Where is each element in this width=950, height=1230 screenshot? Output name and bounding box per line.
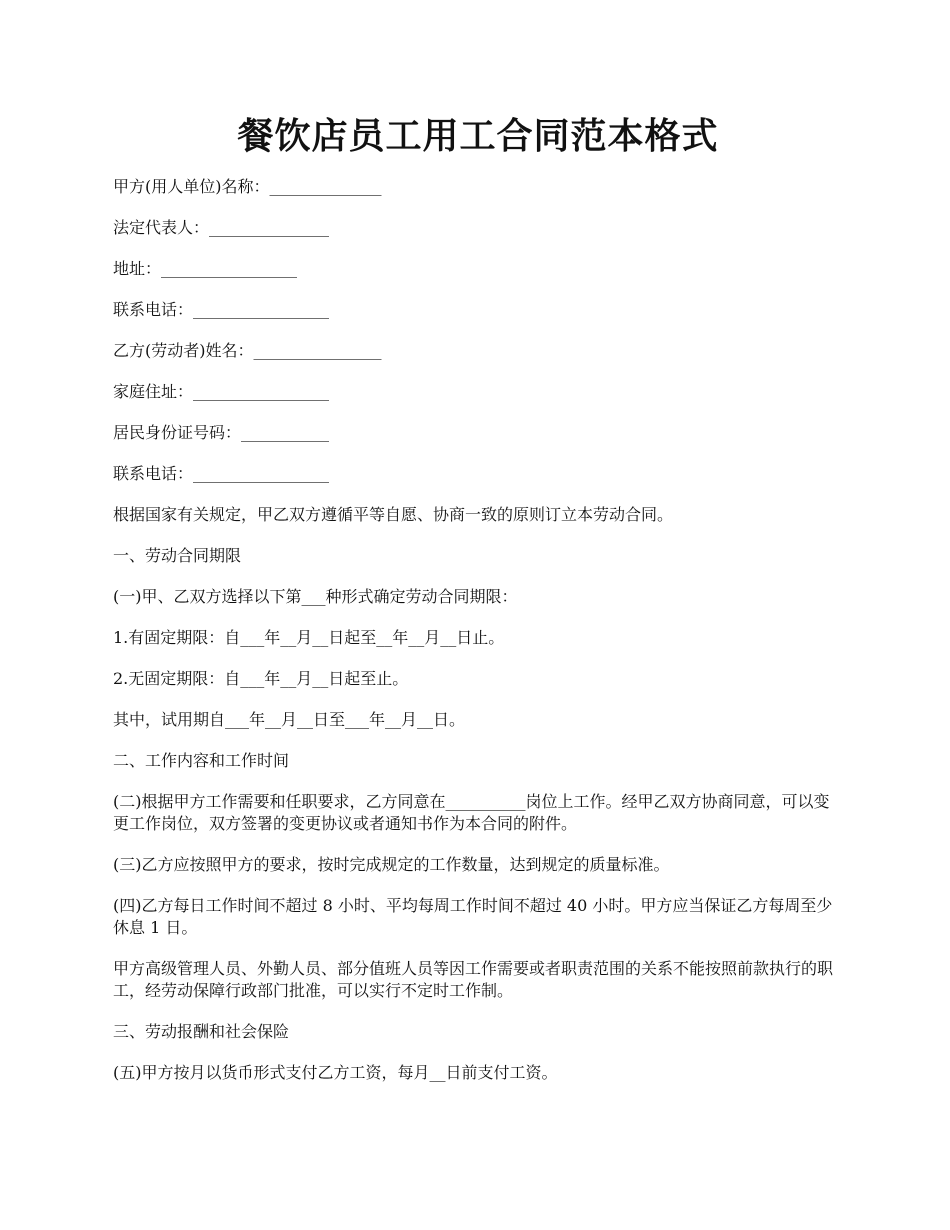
employee-name-field: 乙方(劳动者)姓名：________________	[113, 341, 382, 360]
clause-3: (三)乙方应按照甲方的要求，按时完成规定的工作数量，达到规定的质量标准。	[113, 855, 670, 874]
document-title: 餐饮店员工用工合同范本格式	[237, 115, 719, 157]
fixed-term-option: 1.有固定期限：自___年__月__日起至__年__月__日止。	[113, 628, 505, 647]
section-heading-work: 二、工作内容和工作时间	[113, 751, 290, 770]
employer-address-field: 地址：_________________	[113, 259, 298, 278]
employee-home-address-field: 家庭住址：_________________	[113, 382, 330, 401]
clause-5: (五)甲方按月以货币形式支付乙方工资，每月__日前支付工资。	[113, 1063, 558, 1082]
open-term-option: 2.无固定期限：自___年__月__日起至止。	[113, 669, 409, 688]
flexible-hours-paragraph: 甲方高级管理人员、外勤人员、部分值班人员等因工作需要或者职责范围的关系不能按照前款执行的职工，经劳动保障行政部门批准，可以实行不定时工作制。	[113, 959, 834, 1000]
document-page	[113, 110, 843, 1103]
section-heading-term: 一、劳动合同期限	[113, 546, 242, 565]
employee-id-number-field: 居民身份证号码：___________	[113, 423, 330, 442]
clause-1: (一)甲、乙双方选择以下第___种形式确定劳动合同期限：	[113, 587, 518, 606]
probation-period: 其中，试用期自___年__月__日至___年__月__日。	[113, 710, 466, 729]
legal-representative-field: 法定代表人：_______________	[113, 218, 330, 237]
employer-name-field: 甲方(用人单位)名称：______________	[113, 177, 382, 196]
preamble-paragraph: 根据国家有关规定，甲乙双方遵循平等自愿、协商一致的原则订立本劳动合同。	[113, 505, 674, 524]
section-heading-pay: 三、劳动报酬和社会保险	[113, 1022, 290, 1041]
clause-4: (四)乙方每日工作时间不超过 8 小时、平均每周工作时间不超过 40 小时。甲方应当保证乙方每周至少休息 1 日。	[113, 896, 833, 937]
clause-2: (二)根据甲方工作需要和任职要求，乙方同意在__________岗位上工作。经甲乙双方协商同意，可以变更工作岗位，双方签署的变更协议或者通知书作为本合同的附件。	[113, 792, 830, 833]
employee-phone-field: 联系电话：_________________	[113, 464, 330, 483]
employer-phone-field: 联系电话：_________________	[113, 300, 330, 319]
